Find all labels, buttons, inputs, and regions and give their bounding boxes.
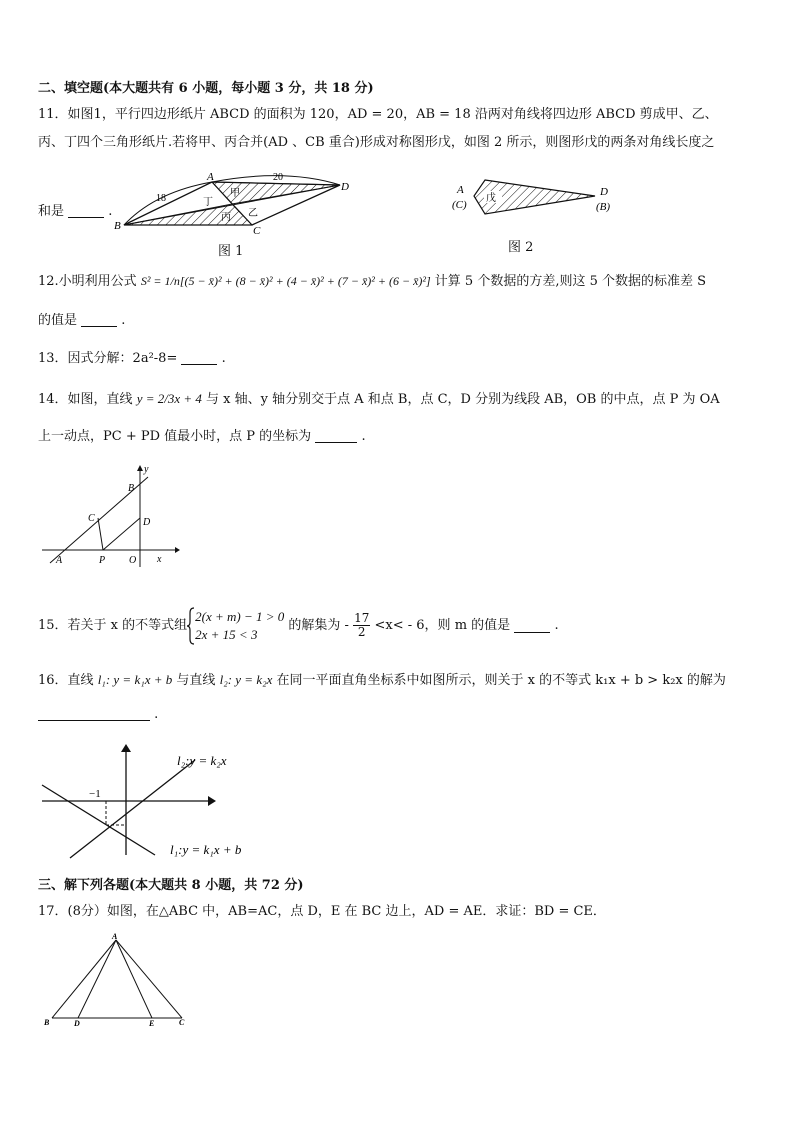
q12-formula: S² = 1/n[(5 − x̄)² + (8 − x̄)² + (4 − x̄)² + (7 − x̄)² + (6 − x̄)²] bbox=[140, 274, 431, 288]
q14-line-1 bbox=[38, 390, 720, 409]
q16-label-l2: l₂:y = k₂x bbox=[177, 753, 227, 768]
q14-label-O: O bbox=[129, 555, 137, 566]
fig1-label-ding: 丁 bbox=[203, 197, 213, 208]
q11-answer-blank[interactable] bbox=[68, 203, 104, 218]
q15-end: . bbox=[554, 618, 559, 633]
q17-segment-AE bbox=[116, 940, 152, 1018]
q11-line-2: 丙、丁四个三角形纸片.若将甲、丙合并(AD 、CB 重合)形成对称图形戊，如图 2 所示，则图形戊的两条对角线长度之 bbox=[38, 135, 715, 150]
q12-prefix: 12.小明利用公式 bbox=[38, 274, 137, 289]
q17-label-B: B bbox=[44, 1018, 50, 1027]
fig1-label-yi: 乙 bbox=[248, 208, 258, 219]
q16-suffix: 在同一平面直角坐标系中如图所示，则关于 x 的不等式 k₁x + b > k₂x 的解为 bbox=[276, 673, 726, 688]
q11-fig2-caption: 图 2 bbox=[508, 240, 534, 255]
q14-label-P: P bbox=[99, 555, 106, 566]
q15-brace-icon bbox=[187, 607, 195, 645]
q14-answer-blank[interactable] bbox=[315, 428, 357, 443]
fig1-label-A: A bbox=[207, 171, 214, 183]
q16-l1: l₁: y = k₁x + b bbox=[97, 672, 173, 687]
q16-line-2-end: . bbox=[154, 707, 159, 722]
q13-end: . bbox=[221, 351, 226, 366]
q12-line-2 bbox=[38, 312, 125, 330]
q12-line-2-text: 的值是 bbox=[38, 313, 78, 328]
fig2-label-wu: 戊 bbox=[486, 193, 496, 204]
q16-mid: 与直线 bbox=[176, 673, 216, 688]
q14-y-arrow-icon bbox=[137, 465, 143, 471]
q12-suffix: 计算 5 个数据的方差,则这 5 个数据的标准差 S bbox=[434, 274, 707, 289]
q12-line-2-end: . bbox=[121, 313, 126, 328]
q15-prefix: 15．若关于 x 的不等式组 bbox=[38, 618, 188, 633]
q16-x-arrow-icon bbox=[208, 796, 216, 806]
q16-label-minus1: −1 bbox=[89, 788, 101, 800]
q17-label-C: C bbox=[179, 1018, 185, 1027]
q15-suffix: <x< - 6，则 m 的值是 bbox=[374, 618, 511, 633]
q17-label-A: A bbox=[112, 932, 118, 941]
q15-answer-blank[interactable] bbox=[514, 618, 550, 633]
q17-label-D: D bbox=[74, 1019, 80, 1028]
q15-frac-den: 2 bbox=[357, 625, 366, 639]
q14-suffix: 与 x 轴、y 轴分别交于点 A 和点 B，点 C，D 分别为线段 AB，OB 的中点，点 P 为 OA bbox=[206, 392, 720, 407]
q16-l2: l₂: y = k₂x bbox=[219, 672, 273, 687]
q17-line: 17．(8分）如图，在△ABC 中，AB=AC，点 D，E 在 BC 边上，AD = AE．求证：BD = CE． bbox=[38, 904, 606, 919]
q16-answer-blank[interactable] bbox=[38, 706, 150, 721]
q14-formula: y = 2/3x + 4 bbox=[136, 391, 202, 406]
q16-prefix: 16．直线 bbox=[38, 673, 94, 688]
q16-figure bbox=[40, 740, 270, 865]
q15-line bbox=[38, 606, 559, 646]
fig2-label-C: (C) bbox=[452, 199, 467, 211]
q14-segment-PD bbox=[103, 518, 140, 550]
q17-side-AC bbox=[116, 940, 182, 1018]
q17-label-E: E bbox=[149, 1019, 155, 1028]
q15-system bbox=[195, 608, 284, 644]
fig1-label-jia: 甲 bbox=[230, 188, 240, 199]
q16-label-l1: l₁:y = k₁x + b bbox=[170, 842, 242, 857]
q15-fraction bbox=[353, 612, 370, 639]
q14-label-C: C bbox=[88, 513, 95, 524]
q16-y-arrow-icon bbox=[121, 744, 131, 752]
fig2-label-B: (B) bbox=[596, 201, 611, 213]
q13-answer-blank[interactable] bbox=[181, 350, 217, 365]
q11-line-3-end: . bbox=[108, 204, 113, 219]
q11-figure-2 bbox=[450, 172, 630, 222]
q15-middle: 的解集为 - bbox=[288, 618, 349, 633]
q14-label-x: x bbox=[157, 554, 162, 565]
q14-label-B: B bbox=[128, 483, 135, 494]
q14-line-2-text: 上一动点，PC + PD 值最小时，点 P 的坐标为 bbox=[38, 429, 312, 444]
q14-prefix: 14．如图，直线 bbox=[38, 392, 133, 407]
fig1-label-bing: 丙 bbox=[221, 212, 231, 223]
q11-line-3 bbox=[38, 203, 112, 221]
q13-line bbox=[38, 350, 226, 368]
q14-label-y: y bbox=[144, 464, 149, 475]
fig2-label-D: D bbox=[600, 186, 608, 198]
q14-label-A: A bbox=[56, 555, 63, 566]
section-2-title: 二、填空题(本大题共有 6 小题，每小题 3 分，共 18 分) bbox=[38, 81, 374, 96]
q15-ineq-2: 2x + 15 < 3 bbox=[195, 626, 258, 642]
q15-ineq-1: 2(x + m) − 1 > 0 bbox=[195, 608, 285, 624]
fig1-label-C: C bbox=[253, 225, 261, 236]
q14-label-D: D bbox=[143, 517, 151, 528]
q12-answer-blank[interactable] bbox=[81, 312, 117, 327]
q11-line-1: 11．如图1，平行四边形纸片 ABCD 的面积为 120，AD = 20，AB = 18 沿两对角线将四边形 ABCD 剪成甲、乙、 bbox=[38, 107, 718, 122]
q15-frac-num: 17 bbox=[354, 611, 370, 625]
q11-figure-1 bbox=[110, 170, 360, 236]
q14-line-2-end: . bbox=[361, 429, 366, 444]
q12-line-1 bbox=[38, 272, 706, 291]
q14-line-2 bbox=[38, 428, 366, 446]
fig1-label-D: D bbox=[341, 181, 349, 193]
q16-line-2 bbox=[38, 706, 158, 724]
q13-text: 13．因式分解：2a²-8= bbox=[38, 351, 178, 366]
q14-segment-PC bbox=[98, 518, 103, 550]
q17-figure bbox=[40, 930, 190, 1028]
q14-x-arrow-icon bbox=[175, 547, 180, 553]
fig2-label-A: A bbox=[457, 184, 464, 196]
fig1-label-20: 20 bbox=[273, 172, 283, 183]
q14-figure bbox=[40, 463, 180, 569]
section-3-title: 三、解下列各题(本大题共 8 小题，共 72 分) bbox=[38, 878, 304, 893]
fig1-label-18: 18 bbox=[156, 193, 166, 204]
q16-line-1 bbox=[38, 671, 726, 690]
q11-line-3-text: 和是 bbox=[38, 204, 65, 219]
q11-fig1-caption: 图 1 bbox=[218, 244, 244, 259]
fig1-label-B: B bbox=[114, 220, 121, 232]
